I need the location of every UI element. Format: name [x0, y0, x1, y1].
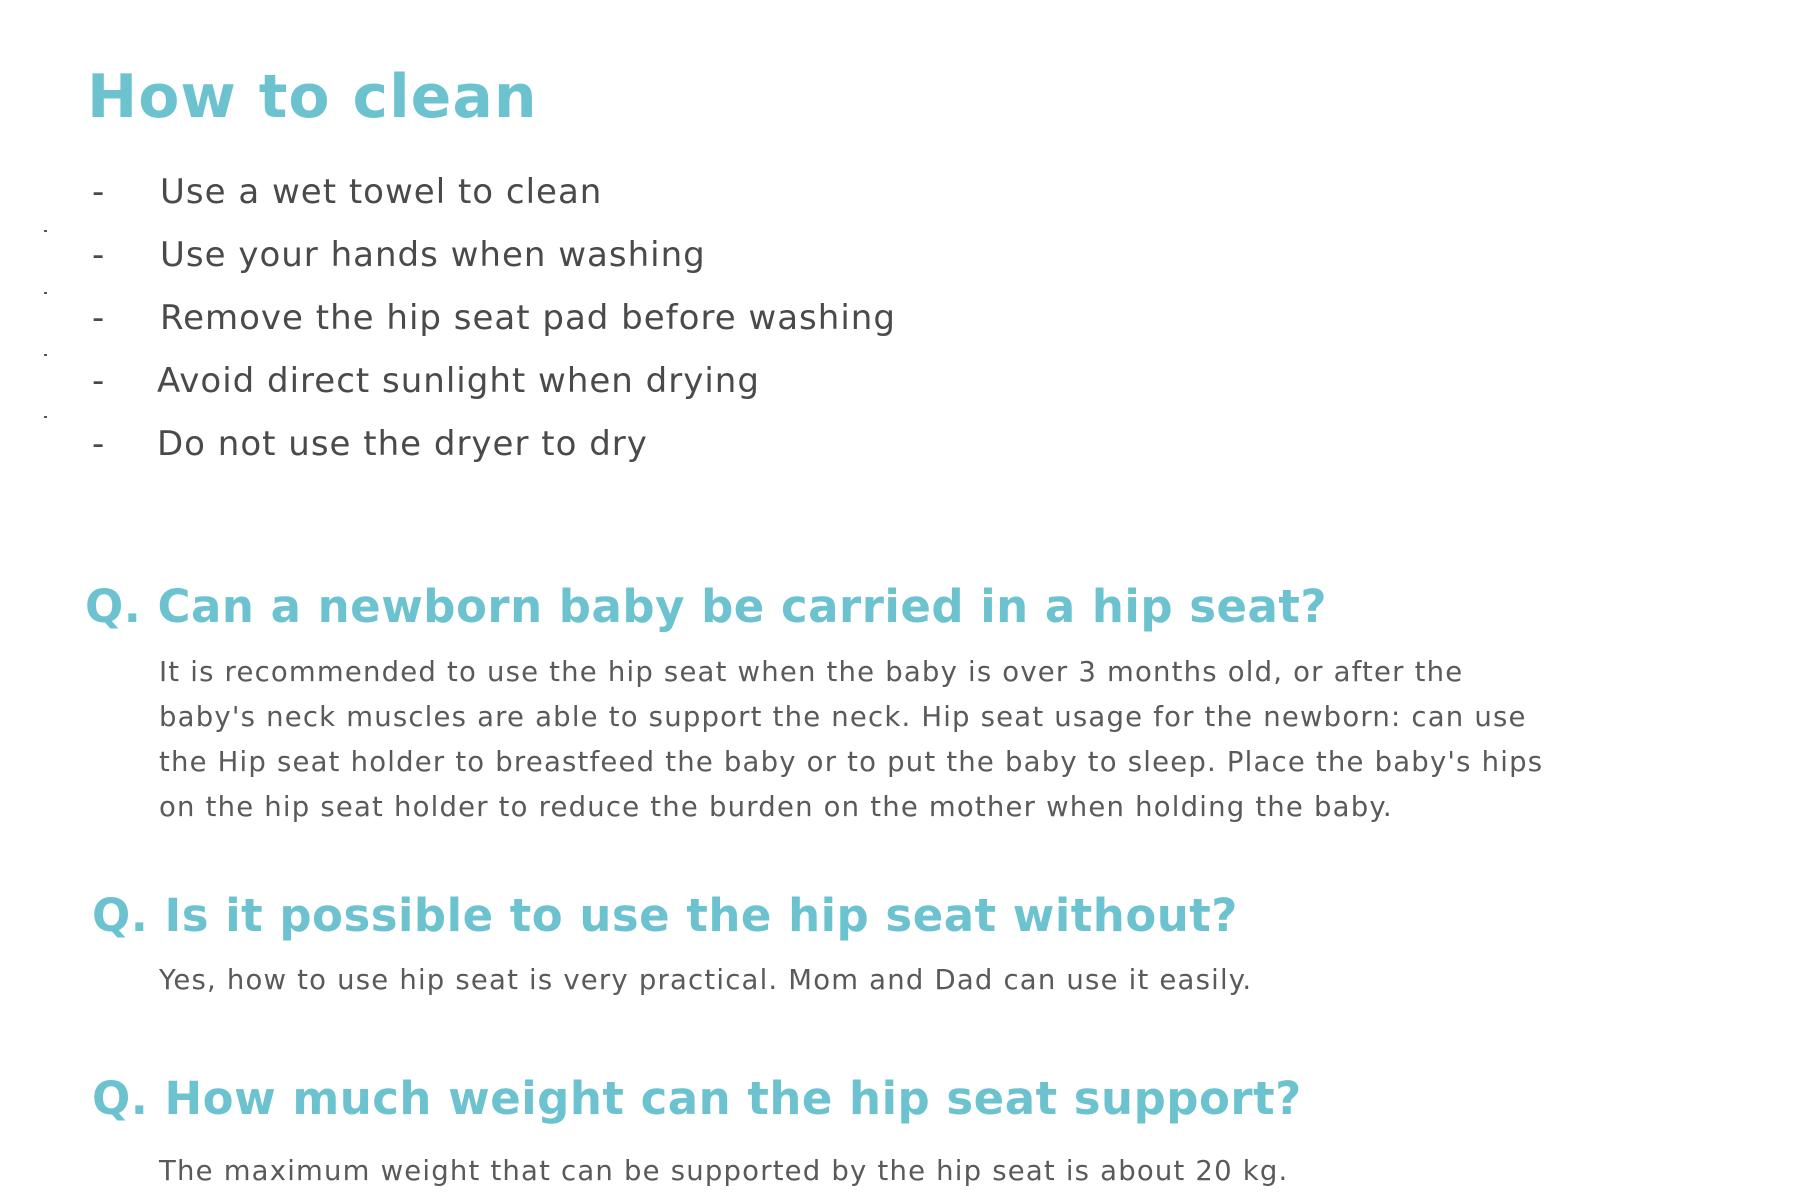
bullet-dash: -	[92, 172, 106, 212]
faq-question-weight: Q. How much weight can the hip seat support?	[92, 1072, 1302, 1125]
faq-answer-without	[159, 958, 1252, 1003]
list-item-text: Use your hands when washing	[160, 235, 706, 275]
list-item-text: Use a wet towel to clean	[160, 172, 603, 212]
clean-section-title: How to clean	[87, 62, 538, 132]
margin-mark	[44, 416, 47, 418]
list-item-text: Do not use the dryer to dry	[157, 424, 648, 464]
answer-line: The maximum weight that can be supported by the hip seat is about 20 kg.	[159, 1155, 1289, 1187]
faq-answer-newborn	[159, 650, 1543, 830]
answer-line: Yes, how to use hip seat is very practical. Mom and Dad can use it easily.	[159, 964, 1253, 996]
bullet-dash: -	[92, 361, 106, 401]
faq-question-without: Q. Is it possible to use the hip seat without?	[92, 889, 1238, 942]
answer-line: baby's neck muscles are able to support the neck. Hip seat usage for the newborn: can use	[159, 701, 1527, 733]
faq-answer-weight	[159, 1149, 1288, 1194]
margin-mark	[44, 230, 47, 232]
list-item-text: Remove the hip seat pad before washing	[160, 298, 896, 338]
list-item-text: Avoid direct sunlight when drying	[157, 361, 760, 401]
margin-mark	[44, 354, 47, 356]
answer-line: It is recommended to use the hip seat when the baby is over 3 months old, or after the	[159, 656, 1464, 688]
answer-line: the Hip seat holder to breastfeed the baby or to put the baby to sleep. Place the baby's hips	[159, 746, 1544, 778]
faq-question-newborn: Q. Can a newborn baby be carried in a hip seat?	[85, 580, 1328, 633]
bullet-dash: -	[92, 235, 106, 275]
margin-mark	[44, 292, 47, 294]
bullet-dash: -	[92, 298, 106, 338]
answer-line: on the hip seat holder to reduce the burden on the mother when holding the baby.	[159, 791, 1393, 823]
bullet-dash: -	[92, 424, 106, 464]
